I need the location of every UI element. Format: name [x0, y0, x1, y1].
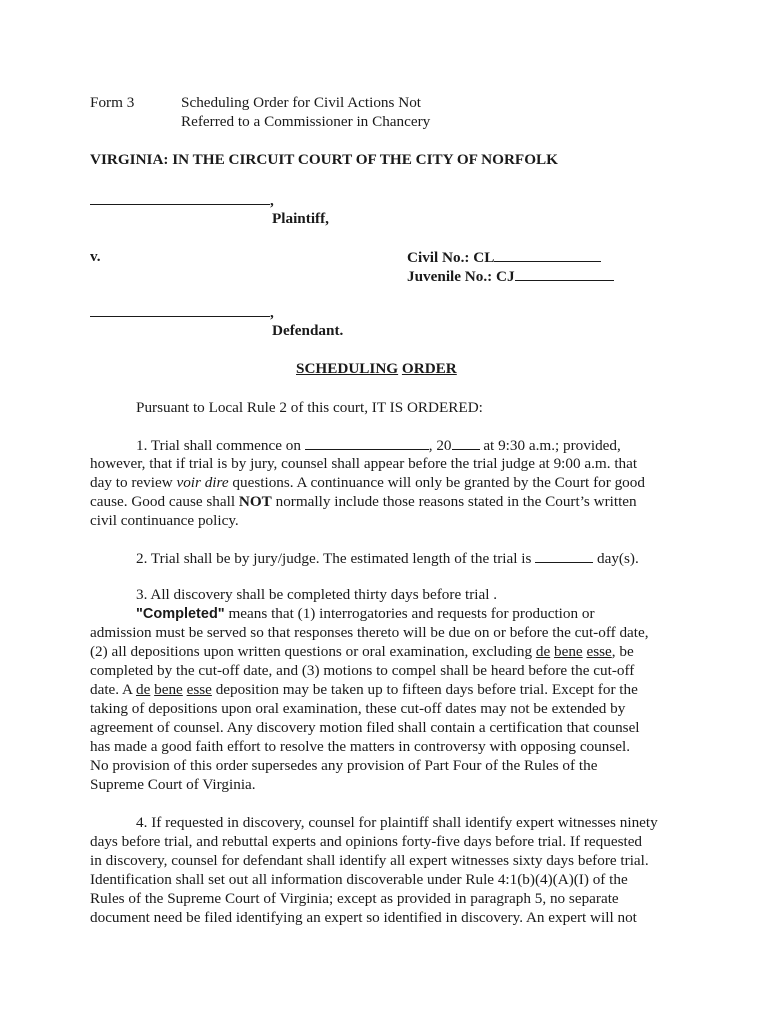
p2-text-a: 2. Trial shall be by jury/judge. The estimated length of the trial is [136, 550, 536, 567]
paragraph-1-line-4 [90, 492, 690, 511]
paragraph-3-line-4 [90, 642, 690, 661]
paragraph-1-line-5: civil continuance policy. [90, 512, 239, 529]
p3-l4-a: (2) all depositions upon written questions or oral examination, excluding [90, 643, 536, 660]
paragraph-3-line-2 [90, 604, 690, 623]
paragraph-4-line-4: Identification shall set out all information discoverable under Rule 4:1(b)(4)(A)(I) of the [90, 871, 628, 888]
p3-l6-esse: esse [186, 681, 212, 698]
form-title-line2: Referred to a Commissioner in Chancery [181, 113, 431, 130]
p1-not-bold: NOT [238, 493, 272, 510]
paragraph-2 [90, 548, 690, 567]
paragraph-3-line-6 [90, 680, 690, 699]
p1-voir-dire: voir dire [176, 474, 229, 491]
p3-l6-de: de [135, 681, 151, 698]
paragraph-3-line-7: taking of depositions upon oral examination, these cut-off dates may not be extended by [90, 700, 626, 717]
p3-l4-b: , be [611, 643, 634, 660]
paragraph-3-line-8: agreement of counsel. Any discovery motion filed shall contain a certification that counsel [90, 719, 640, 736]
defendant-name-blank [90, 302, 270, 317]
paragraph-1-line-3 [90, 473, 690, 492]
paragraph-4-line-2: days before trial, and rebuttal experts and opinions forty-five days before trial. If requested [90, 833, 643, 850]
form-label: Form 3 [90, 94, 135, 111]
p1-text-b: , 20 [428, 437, 452, 454]
p2-text-b: day(s). [593, 550, 639, 567]
paragraph-4-line-1: 4. If requested in discovery, counsel for plaintiff shall identify expert witnesses ninety [136, 814, 658, 831]
p1-text-c: at 9:30 a.m.; provided, [479, 437, 621, 454]
paragraph-4-line-6: document need be filed identifying an expert so identified in discovery. An expert will not [90, 909, 637, 926]
paragraph-1-line-1 [90, 435, 690, 454]
paragraph-3-line-3: admission must be served so that responses thereto will be due on or before the cut-off date, [90, 624, 649, 641]
juvenile-number-blank [515, 266, 614, 281]
juvenile-number-label: Juvenile No.: CJ [407, 268, 515, 285]
p1-l4-a: cause. Good cause shall [90, 493, 239, 510]
juvenile-number-line [407, 266, 614, 286]
intro-text: Pursuant to Local Rule 2 of this court, IT IS ORDERED: [136, 399, 483, 416]
civil-number-blank [494, 247, 601, 262]
defendant-comma: , [270, 304, 274, 321]
paragraph-3-line-9: has made a good faith effort to resolve the matters in controversy with opposing counsel. [90, 738, 631, 755]
p3-l4-esse: esse [586, 643, 612, 660]
paragraph-4 [90, 813, 690, 927]
versus-label: v. [90, 248, 101, 265]
p1-text-a: 1. Trial shall commence on [136, 437, 305, 454]
trial-year-blank [452, 435, 480, 450]
paragraph-3-line-10: No provision of this order supersedes any provision of Part Four of the Rules of the [90, 757, 598, 774]
plaintiff-name-line [90, 190, 274, 210]
trial-length-blank [535, 548, 593, 563]
p1-l3-b: questions. A continuance will only be granted by the Court for good [228, 474, 645, 491]
plaintiff-label: Plaintiff, [272, 210, 329, 227]
order-title-word1: SCHEDULING [296, 360, 399, 377]
p3-l2-rest: means that (1) interrogatories and requests for production or [224, 605, 595, 622]
p3-l6-bene: bene [154, 681, 183, 698]
paragraph-1 [90, 435, 690, 530]
paragraph-3-line-11: Supreme Court of Virginia. [90, 776, 256, 793]
defendant-name-line [90, 302, 274, 322]
p3-completed-bold: "Completed" [136, 606, 225, 622]
paragraph-3-line-5: completed by the cut-off date, and (3) motions to compel shall be heard before the cut-off [90, 662, 635, 679]
paragraph-1-line-2: however, that if trial is by jury, counsel shall appear before the trial judge at 9:00 a.m. that [90, 455, 638, 472]
p3-l4-de: de [535, 643, 551, 660]
plaintiff-name-blank [90, 190, 270, 205]
plaintiff-comma: , [270, 192, 274, 209]
paragraph-3-line-1: 3. All discovery shall be completed thirty days before trial . [136, 586, 498, 603]
civil-number-line [407, 247, 601, 267]
paragraph-3 [90, 585, 690, 794]
defendant-label: Defendant. [272, 322, 344, 339]
p3-l4-bene: bene [553, 643, 583, 660]
court-heading: VIRGINIA: IN THE CIRCUIT COURT OF THE CITY OF NORFOLK [90, 151, 558, 168]
paragraph-4-line-5: Rules of the Supreme Court of Virginia; except as provided in paragraph 5, no separate [90, 890, 619, 907]
p1-l4-b: normally include those reasons stated in the Court’s written [271, 493, 637, 510]
p3-l6-b: deposition may be taken up to fifteen days before trial. Except for the [211, 681, 638, 698]
paragraph-4-line-3: in discovery, counsel for defendant shall identify all expert witnesses sixty days before trial. [90, 852, 649, 869]
civil-number-label: Civil No.: CL [407, 249, 495, 266]
p3-l6-a: date. A [90, 681, 136, 698]
order-title [296, 359, 457, 378]
p1-l3-a: day to review [90, 474, 177, 491]
form-title-line1: Scheduling Order for Civil Actions Not [181, 94, 422, 111]
order-title-word2: ORDER [401, 360, 457, 377]
paragraph-2-line-1 [90, 548, 690, 567]
trial-date-blank [305, 435, 429, 450]
